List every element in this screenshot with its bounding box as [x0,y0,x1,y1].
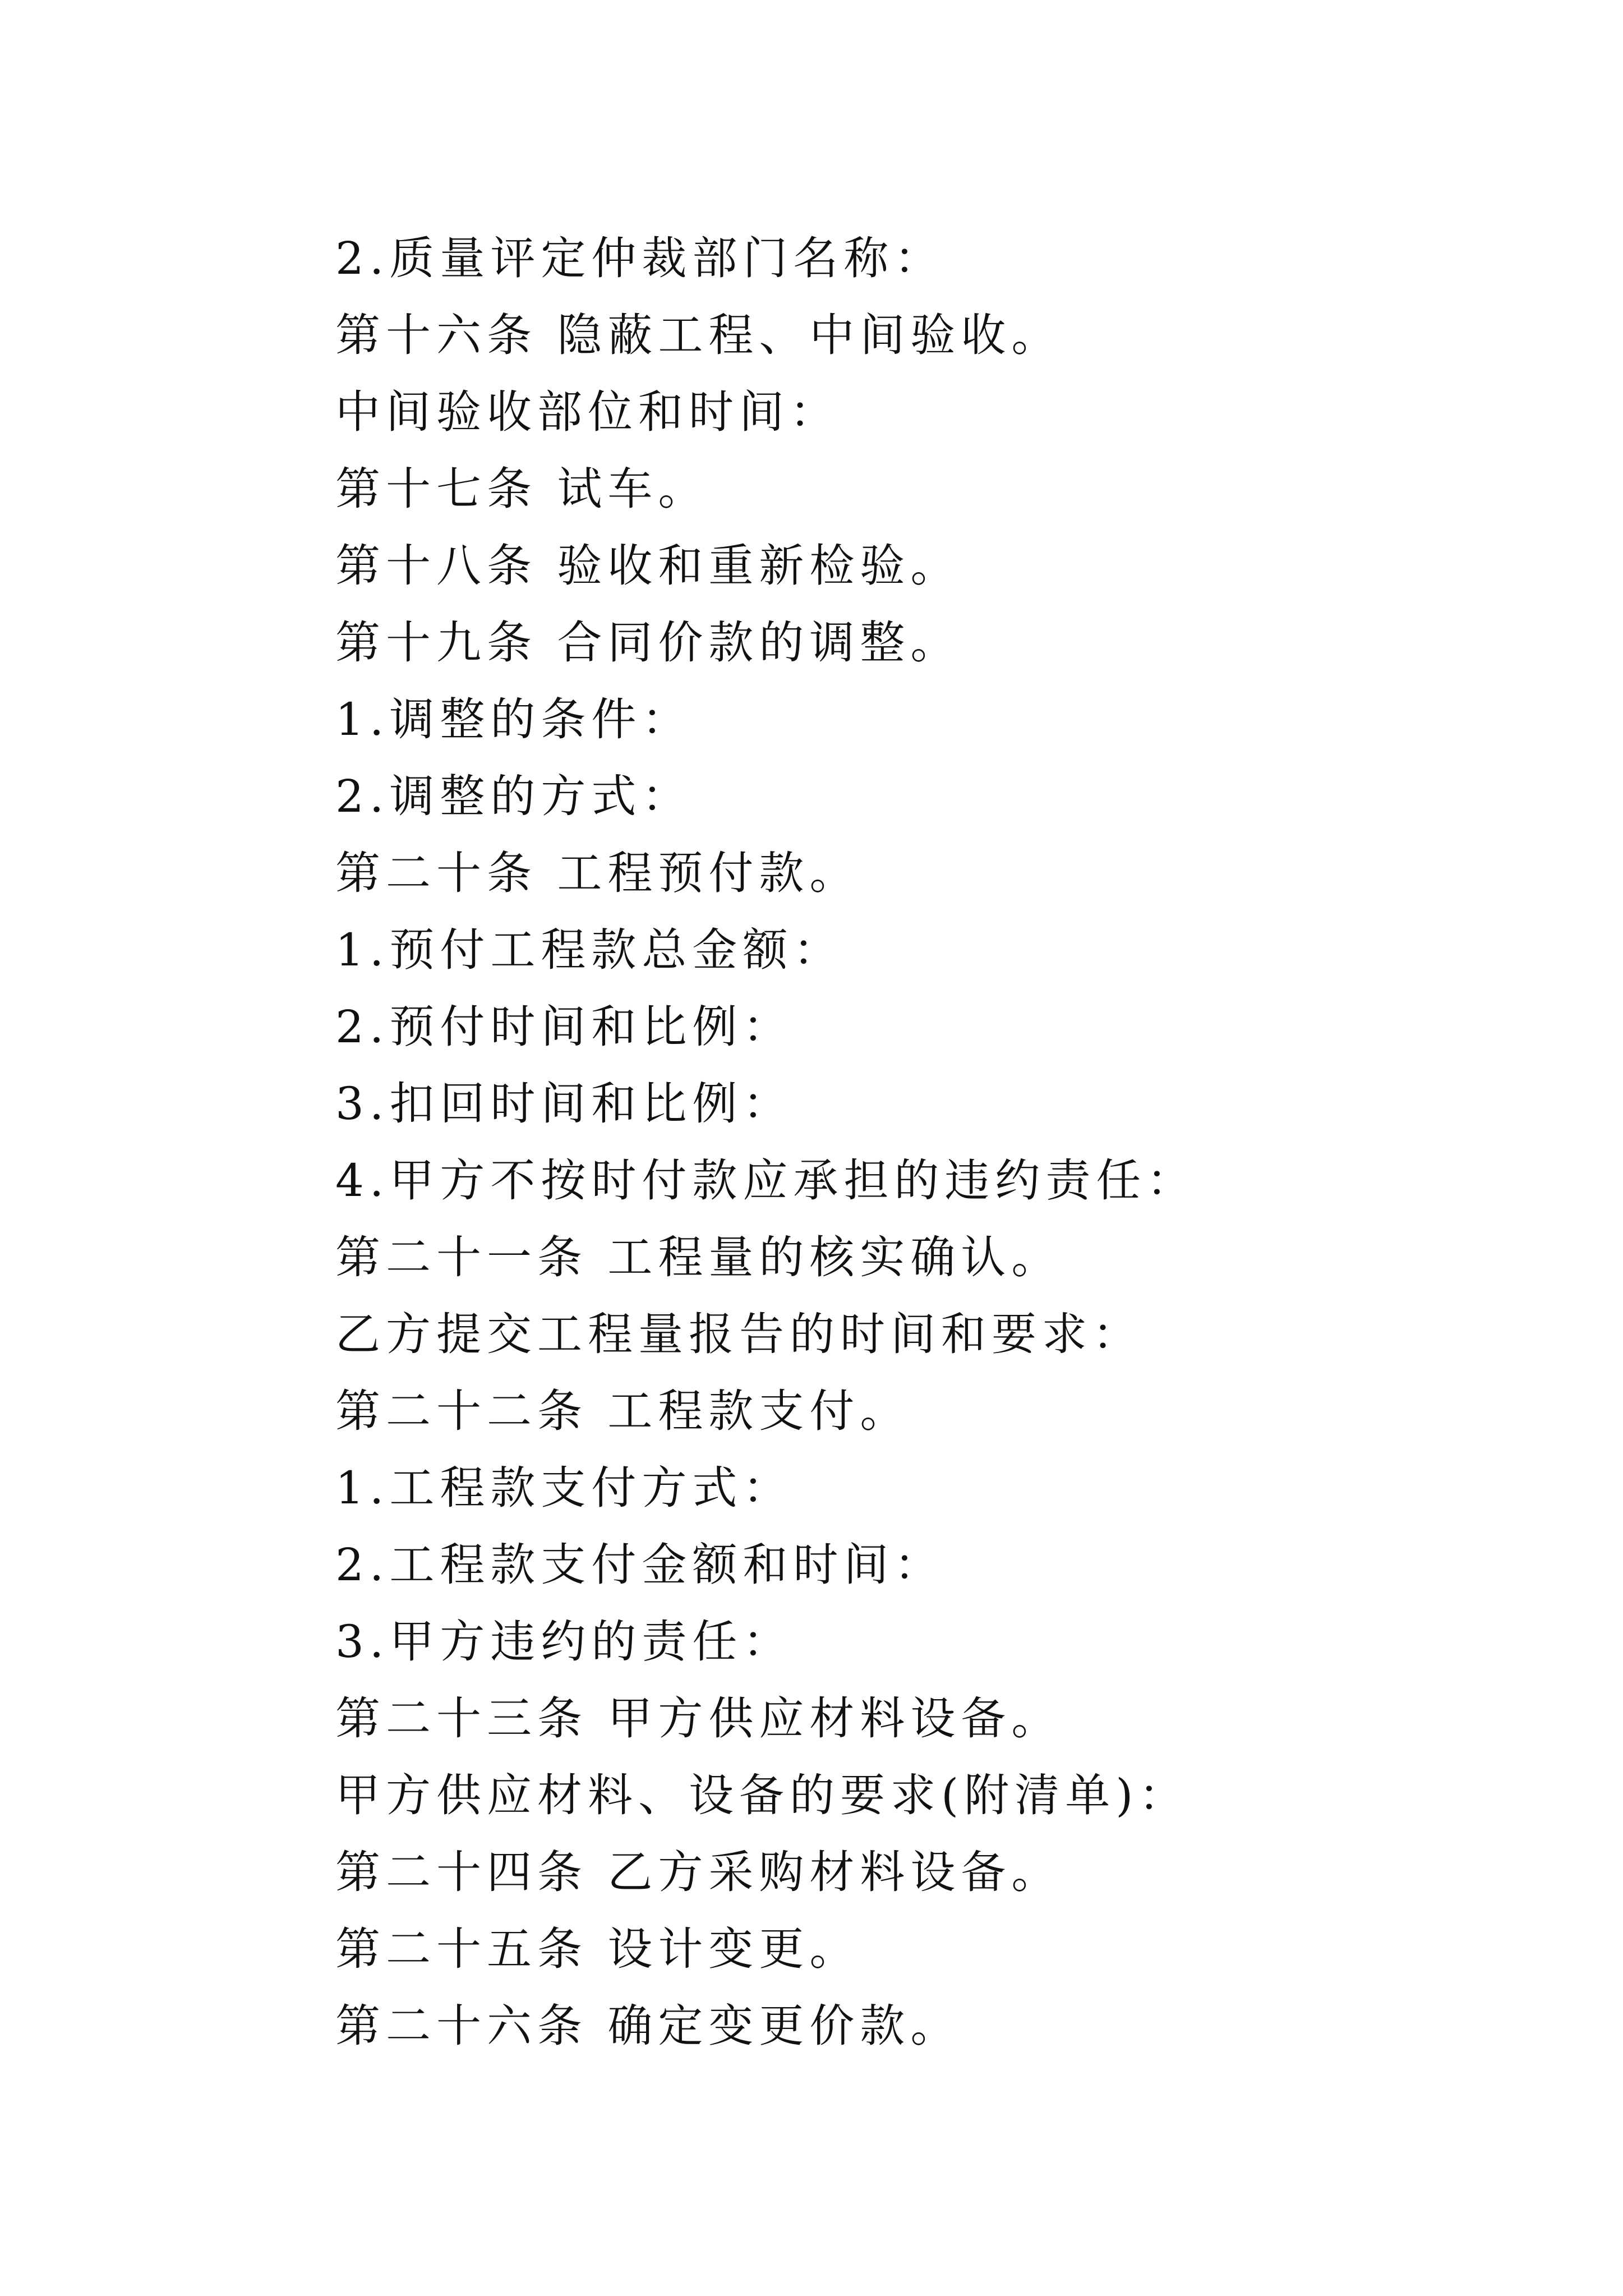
text-line: 中间验收部位和时间： [335,386,840,438]
text-line: 2.调整的方式： [335,770,693,822]
article-heading: 第十六条 隐蔽工程、中间验收。 [335,309,1062,361]
text-line: 1.调整的条件： [335,693,693,746]
text-line: 1.工程款支付方式： [335,1462,794,1514]
text-line: 3.甲方违约的责任： [335,1616,794,1668]
article-heading: 第二十二条 工程款支付。 [335,1385,911,1437]
text-line: 1.预付工程款总金额： [335,924,844,976]
text-line: 甲方供应材料、设备的要求(附清单)： [335,1769,1189,1821]
article-heading: 第二十六条 确定变更价款。 [335,2000,961,2052]
text-line: 3.扣回时间和比例： [335,1078,794,1130]
article-heading: 第十八条 验收和重新检验。 [335,540,961,592]
article-heading: 第二十一条 工程量的核实确认。 [335,1231,1062,1283]
article-heading: 第二十四条 乙方采购材料设备。 [335,1846,1062,1898]
text-line: 乙方提交工程量报告的时间和要求： [335,1308,1143,1360]
text-line: 2.质量评定仲裁部门名称： [335,232,945,284]
article-heading: 第十九条 合同价款的调整。 [335,616,961,669]
article-heading: 第二十条 工程预付款。 [335,847,860,899]
text-line: 2.工程款支付金额和时间： [335,1539,945,1591]
article-heading: 第二十五条 设计变更。 [335,1923,860,1975]
text-line: 4.甲方不按时付款应承担的违约责任： [335,1154,1197,1207]
article-heading: 第十七条 试车。 [335,463,709,515]
document-body [335,220,1457,2064]
article-heading: 第二十三条 甲方供应材料设备。 [335,1692,1062,1745]
text-line: 2.预付时间和比例： [335,1001,794,1053]
